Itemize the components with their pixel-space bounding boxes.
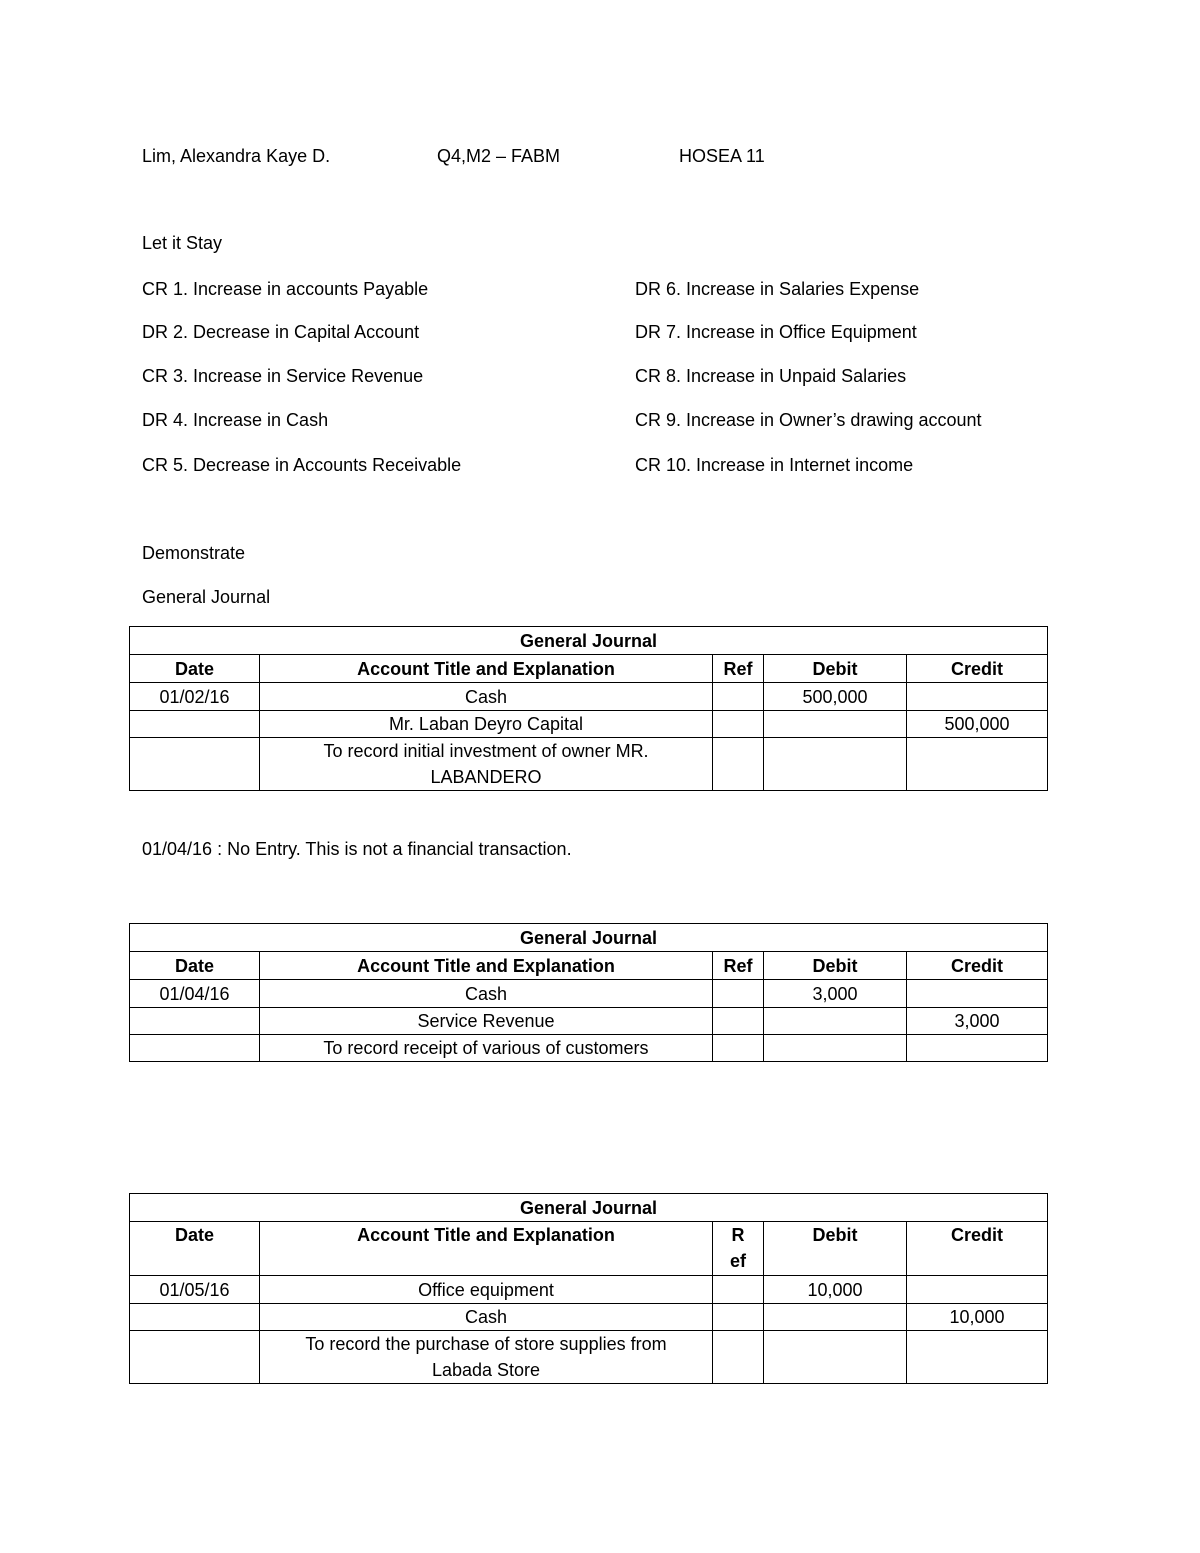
debit-cell: [764, 738, 907, 791]
column-header-account: Account Title and Explanation: [260, 655, 713, 683]
date-cell: [130, 1035, 260, 1062]
credit-cell: [907, 980, 1048, 1008]
answer-item-2: DR 2. Decrease in Capital Account: [142, 322, 420, 342]
general-journal-table-3: [129, 1193, 1048, 1384]
table-row: [130, 711, 1048, 738]
answer-item-10: CR 10. Increase in Internet income: [635, 455, 914, 475]
answer-item-3: CR 3. Increase in Service Revenue: [142, 366, 424, 386]
debit-cell: [764, 711, 907, 738]
answer-item-7: DR 7. Increase in Office Equipment: [635, 322, 917, 342]
table-row: [130, 980, 1048, 1008]
ref-cell: [713, 711, 764, 738]
account-cell: Mr. Laban Deyro Capital: [260, 711, 713, 738]
debit-cell: [764, 1035, 907, 1062]
column-header-credit: Credit: [907, 655, 1048, 683]
date-cell: 01/05/16: [130, 1276, 260, 1304]
credit-cell: [907, 1276, 1048, 1304]
account-cell: Office equipment: [260, 1276, 713, 1304]
column-header-ref: Ref: [713, 952, 764, 980]
credit-cell: 10,000: [907, 1304, 1048, 1331]
answer-item-9: CR 9. Increase in Owner’s drawing account: [635, 410, 982, 430]
column-header-account: Account Title and Explanation: [260, 1222, 713, 1276]
answer-item-4: DR 4. Increase in Cash: [142, 410, 329, 430]
column-header-ref: Ref: [713, 1222, 764, 1276]
let-it-stay-heading: Let it Stay: [142, 233, 223, 253]
account-cell: Cash: [260, 683, 713, 711]
column-header-credit: Credit: [907, 1222, 1048, 1276]
general-journal-subheading: General Journal: [142, 587, 271, 607]
ref-cell: [713, 1008, 764, 1035]
date-cell: [130, 1008, 260, 1035]
column-header-debit: Debit: [764, 655, 907, 683]
answer-item-5: CR 5. Decrease in Accounts Receivable: [142, 455, 462, 475]
account-cell: Service Revenue: [260, 1008, 713, 1035]
date-cell: [130, 711, 260, 738]
debit-cell: 500,000: [764, 683, 907, 711]
column-header-credit: Credit: [907, 952, 1048, 980]
credit-cell: [907, 1331, 1048, 1384]
credit-cell: [907, 683, 1048, 711]
journal-title: General Journal: [130, 1194, 1048, 1222]
no-entry-note: 01/04/16 : No Entry. This is not a financial transaction.: [142, 839, 572, 859]
ref-cell: [713, 1331, 764, 1384]
answer-item-8: CR 8. Increase in Unpaid Salaries: [635, 366, 907, 386]
explanation-cell: To record the purchase of store supplies from Labada Store: [260, 1331, 713, 1384]
column-header-ref: Ref: [713, 655, 764, 683]
table-row: [130, 683, 1048, 711]
general-journal-table-1: [129, 626, 1048, 791]
column-header-account: Account Title and Explanation: [260, 952, 713, 980]
table-row: [130, 1035, 1048, 1062]
ref-cell: [713, 1304, 764, 1331]
ref-cell: [713, 1276, 764, 1304]
table-row: [130, 1008, 1048, 1035]
section-name: HOSEA 11: [679, 146, 765, 166]
account-cell: Cash: [260, 980, 713, 1008]
journal-title: General Journal: [130, 924, 1048, 952]
credit-cell: 3,000: [907, 1008, 1048, 1035]
date-cell: [130, 738, 260, 791]
ref-cell: [713, 683, 764, 711]
subject-code: Q4,M2 – FABM: [437, 146, 561, 166]
column-header-date: Date: [130, 952, 260, 980]
demonstrate-heading: Demonstrate: [142, 543, 246, 563]
general-journal-table-2: [129, 923, 1048, 1062]
date-cell: 01/02/16: [130, 683, 260, 711]
answer-item-6: DR 6. Increase in Salaries Expense: [635, 279, 920, 299]
date-cell: 01/04/16: [130, 980, 260, 1008]
explanation-cell: To record initial investment of owner MR. LABANDERO: [260, 738, 713, 791]
debit-cell: [764, 1304, 907, 1331]
ref-cell: [713, 738, 764, 791]
explanation-cell: To record receipt of various of customers: [260, 1035, 713, 1062]
ref-cell: [713, 1035, 764, 1062]
debit-cell: 3,000: [764, 980, 907, 1008]
credit-cell: 500,000: [907, 711, 1048, 738]
student-name: Lim, Alexandra Kaye D.: [142, 146, 331, 166]
date-cell: [130, 1331, 260, 1384]
ref-cell: [713, 980, 764, 1008]
date-cell: [130, 1304, 260, 1331]
debit-cell: 10,000: [764, 1276, 907, 1304]
answer-item-1: CR 1. Increase in accounts Payable: [142, 279, 429, 299]
debit-cell: [764, 1331, 907, 1384]
credit-cell: [907, 738, 1048, 791]
account-cell: Cash: [260, 1304, 713, 1331]
column-header-debit: Debit: [764, 952, 907, 980]
debit-cell: [764, 1008, 907, 1035]
table-row: [130, 1276, 1048, 1304]
column-header-date: Date: [130, 655, 260, 683]
table-row: [130, 1331, 1048, 1384]
credit-cell: [907, 1035, 1048, 1062]
column-header-debit: Debit: [764, 1222, 907, 1276]
column-header-date: Date: [130, 1222, 260, 1276]
table-row: [130, 738, 1048, 791]
table-row: [130, 1304, 1048, 1331]
journal-title: General Journal: [130, 627, 1048, 655]
